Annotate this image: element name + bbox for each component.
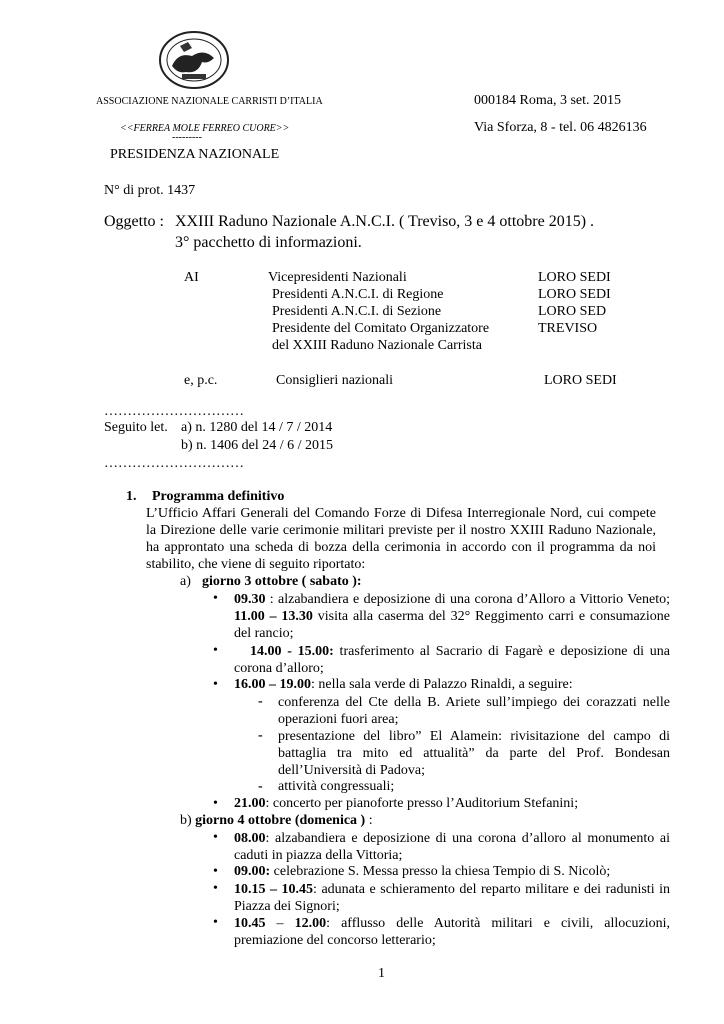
association-name: ASSOCIAZIONE NAZIONALE CARRISTI D’ITALIA: [96, 96, 323, 107]
motto: <<FERREA MOLE FERREO CUORE>>: [120, 123, 290, 134]
dash-icon: -: [258, 779, 263, 794]
association-logo: [158, 30, 230, 90]
separator-dots: …………………………: [104, 456, 244, 471]
schedule-item: 14.00 - 15.00: trasferimento al Sacrario di Fagarè e deposizione di una corona d’alloro;: [234, 644, 671, 676]
followup-label: Seguito let.: [104, 420, 168, 435]
subject-label: Oggetto :: [104, 213, 164, 230]
schedule-item: 09.30 : alzabandiera e deposizione di una corona d’Alloro a Vittorio Veneto; 11.00 – 13.30 visita alla caserma del 32° Reggimento carri e consumazione del rancio;: [234, 592, 670, 641]
cc-dest: LORO SEDI: [544, 373, 617, 388]
motto-rule: ---------: [172, 132, 202, 143]
bullet-icon: •: [213, 591, 218, 606]
recipient-dest: LORO SEDI: [538, 270, 611, 285]
bullet-icon: •: [213, 915, 218, 930]
subject-line-1: XXIII Raduno Nazionale A.N.C.I. ( Treviso, 3 e 4 ottobre 2015) .: [175, 213, 595, 230]
schedule-item: 09.00: celebrazione S. Messa presso la chiesa Tempio di S. Nicolò;: [234, 864, 611, 879]
dash-icon: -: [258, 728, 263, 743]
sub-item: presentazione del libro” El Alamein: rivisitazione del campo di battaglia tra mito ed attualità” da parte del Prof. Bondesan dell’Università di Padova;: [278, 729, 670, 778]
separator-dots: …………………………: [104, 404, 244, 419]
recipient-dest: LORO SED: [538, 304, 607, 319]
schedule-item: 08.00: alzabandiera e deposizione di una corona d’alloro al monumento ai caduti in piazza della Vittoria;: [234, 831, 670, 863]
subject-line-2: 3° pacchetto di informazioni.: [175, 234, 362, 251]
section-number: 1.: [126, 489, 137, 504]
page-number: 1: [378, 966, 385, 981]
day-a-letter: a): [180, 574, 191, 589]
day-a-title: giorno 3 ottobre ( sabato ):: [202, 574, 362, 589]
cc-label: e, p.c.: [184, 373, 218, 388]
section-title: Programma definitivo: [152, 489, 285, 504]
sub-item: attività congressuali;: [278, 779, 395, 794]
place-date: 000184 Roma, 3 set. 2015: [474, 93, 621, 108]
schedule-item: 10.45 – 12.00: afflusso delle Autorità militari e civili, allocuzioni, premiazione del concorso letterario;: [234, 916, 671, 948]
followup-ref-a: a) n. 1280 del 14 / 7 / 2014: [181, 420, 333, 435]
address: Via Sforza, 8 - tel. 06 4826136: [474, 120, 647, 135]
day-b-heading: b) giorno 4 ottobre (domenica ) :: [180, 813, 373, 828]
bullet-icon: •: [213, 830, 218, 845]
schedule-item: 21.00: concerto per pianoforte presso l’Auditorium Stefanini;: [234, 796, 579, 811]
recipients-label: AI: [184, 270, 199, 285]
dash-icon: -: [258, 694, 263, 709]
section-paragraph: L’Ufficio Affari Generali del Comando Forze di Difesa Interregionale Nord, cui compete la Direzione delle varie cerimonie militari previste per il nostro XXIII Raduno Nazionale, ha approntato una scheda di bozza della cerimonia in accordo con il programma da noi stabilito, che viene di seguito riportato:: [146, 506, 656, 572]
recipient-name: del XXIII Raduno Nazionale Carrista: [272, 338, 482, 353]
bullet-icon: •: [213, 864, 218, 879]
protocol-number: N° di prot. 1437: [104, 183, 196, 198]
recipient-name: Presidenti A.N.C.I. di Regione: [272, 287, 444, 302]
recipient-dest: TREVISO: [538, 321, 598, 336]
recipient-name: Presidente del Comitato Organizzatore: [272, 321, 490, 336]
bullet-icon: •: [213, 677, 218, 692]
recipient-dest: LORO SEDI: [538, 287, 611, 302]
bullet-icon: •: [213, 796, 218, 811]
recipient-name: Presidenti A.N.C.I. di Sezione: [272, 304, 442, 319]
sub-item: conferenza del Cte della B. Ariete sull’impiego dei corazzati nelle operazioni fuori area;: [278, 695, 670, 727]
bullet-icon: •: [213, 643, 218, 658]
followup-ref-b: b) n. 1406 del 24 / 6 / 2015: [181, 438, 334, 453]
presidency-title: PRESIDENZA NAZIONALE: [110, 147, 280, 162]
bullet-icon: •: [213, 881, 218, 896]
schedule-item: 16.00 – 19.00: nella sala verde di Palazzo Rinaldi, a seguire:: [234, 677, 573, 692]
schedule-item: 10.15 – 10.45: adunata e schieramento del reparto militare e dei radunisti in Piazza dei Signori;: [234, 882, 670, 914]
recipient-name: Vicepresidenti Nazionali: [268, 270, 407, 285]
cc-name: Consiglieri nazionali: [276, 373, 394, 388]
